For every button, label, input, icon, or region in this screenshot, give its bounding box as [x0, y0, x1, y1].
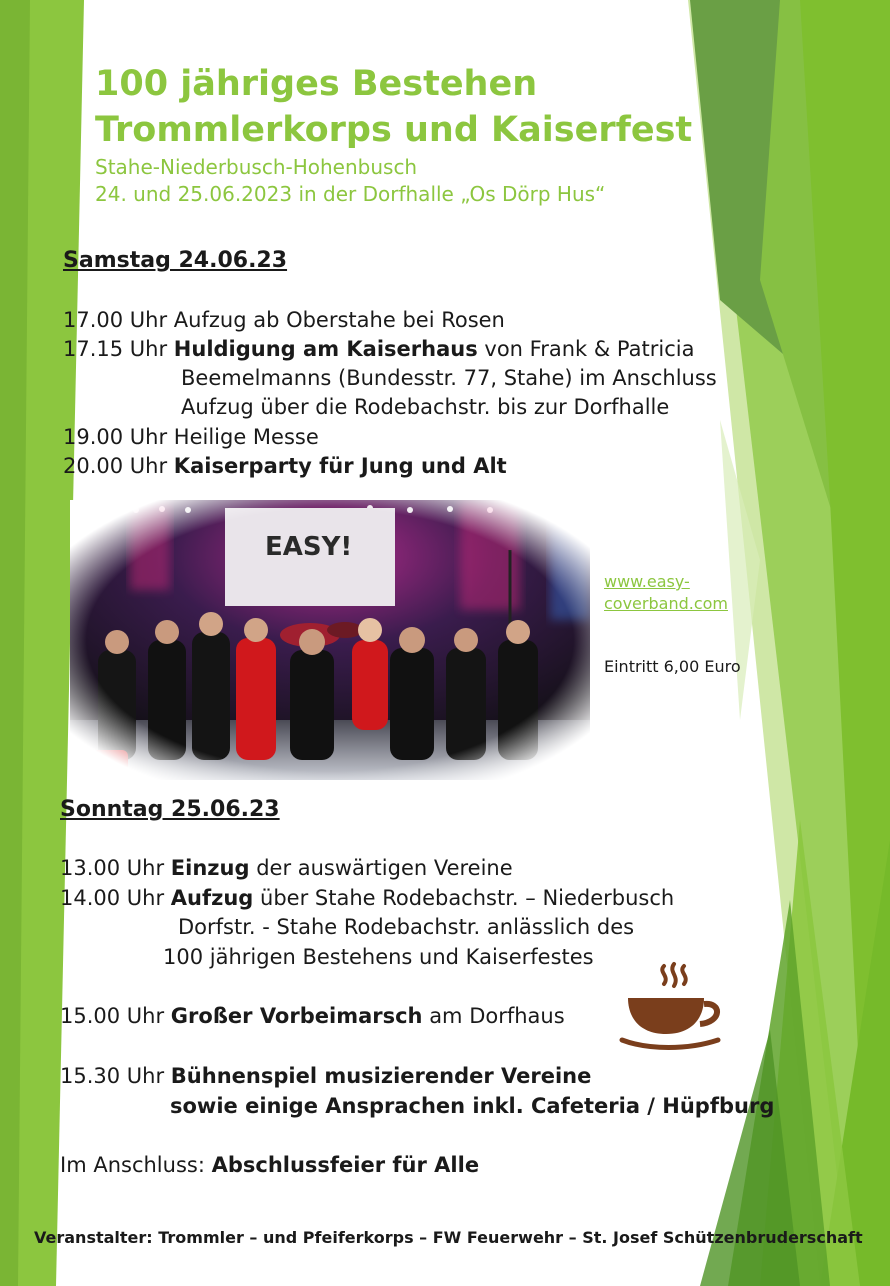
- item-text: Aufzug ab Oberstahe bei Rosen: [173, 308, 505, 332]
- event-title-line1: 100 jähriges Bestehen: [95, 64, 538, 104]
- saturday-item: [63, 423, 319, 452]
- item-time: 17.15 Uhr: [63, 337, 168, 361]
- item-highlight: Einzug: [170, 856, 250, 880]
- sunday-item: [60, 1002, 565, 1031]
- saturday-item: [63, 306, 505, 335]
- item-highlight: Großer Vorbeimarsch: [170, 1004, 423, 1028]
- band-website-line1[interactable]: www.easy-: [604, 572, 690, 591]
- item-time: 15.30 Uhr: [60, 1064, 165, 1088]
- item-time: 14.00 Uhr: [60, 886, 165, 910]
- admission-price: Eintritt 6,00 Euro: [604, 657, 741, 676]
- saturday-item: [63, 335, 694, 364]
- sunday-closing: [60, 1151, 479, 1180]
- sunday-item: [60, 1062, 591, 1091]
- item-text: über Stahe Rodebachstr. – Niederbusch: [260, 886, 675, 910]
- item-time: 20.00 Uhr: [63, 454, 168, 478]
- organizers-footer: Veranstalter: Trommler – und Pfeiferkorps – FW Feuerwehr – St. Josef Schützenbruderschaft: [34, 1228, 863, 1247]
- item-time: 13.00 Uhr: [60, 856, 165, 880]
- closing-prefix: Im Anschluss:: [60, 1153, 205, 1177]
- item-text: von Frank & Patricia: [484, 337, 695, 361]
- item-time: 17.00 Uhr: [63, 308, 168, 332]
- item-time: 19.00 Uhr: [63, 425, 168, 449]
- sunday-item-continuation: 100 jährigen Bestehens und Kaiserfestes: [163, 945, 594, 969]
- closing-highlight: Abschlussfeier für Alle: [211, 1153, 480, 1177]
- item-text: am Dorfhaus: [429, 1004, 565, 1028]
- item-highlight: Huldigung am Kaiserhaus: [173, 337, 478, 361]
- sunday-item: [60, 854, 513, 883]
- event-date-venue: 24. und 25.06.2023 in der Dorfhalle „Os Dörp Hus“: [95, 182, 606, 206]
- saturday-heading: Samstag 24.06.23: [63, 248, 288, 273]
- item-highlight: Bühnenspiel musizierender Vereine: [170, 1064, 592, 1088]
- item-highlight: Aufzug: [170, 886, 254, 910]
- coffee-cup-icon: [618, 960, 730, 1055]
- item-highlight: Kaiserparty für Jung und Alt: [173, 454, 507, 478]
- saturday-item-continuation: Beemelmanns (Bundesstr. 77, Stahe) im Anschluss: [181, 366, 717, 390]
- band-website-line2[interactable]: coverband.com: [604, 594, 728, 613]
- band-website-link[interactable]: [604, 571, 728, 615]
- item-text: Heilige Messe: [173, 425, 319, 449]
- sunday-item-continuation: Dorfstr. - Stahe Rodebachstr. anlässlich des: [178, 915, 635, 939]
- saturday-item: [63, 452, 507, 481]
- sunday-item-continuation: [170, 1092, 774, 1121]
- item-time: 15.00 Uhr: [60, 1004, 165, 1028]
- item-highlight: sowie einige Ansprachen inkl. Cafeteria / Hüpfburg: [170, 1094, 775, 1118]
- event-title-line2: Trommlerkorps und Kaiserfest: [95, 110, 693, 150]
- band-photo: [70, 500, 590, 780]
- sunday-item: [60, 884, 674, 913]
- saturday-item-continuation: Aufzug über die Rodebachstr. bis zur Dorfhalle: [181, 395, 670, 419]
- item-text: der auswärtigen Vereine: [256, 856, 513, 880]
- event-location: Stahe-Niederbusch-Hohenbusch: [95, 155, 418, 179]
- sunday-heading: Sonntag 25.06.23: [60, 797, 280, 822]
